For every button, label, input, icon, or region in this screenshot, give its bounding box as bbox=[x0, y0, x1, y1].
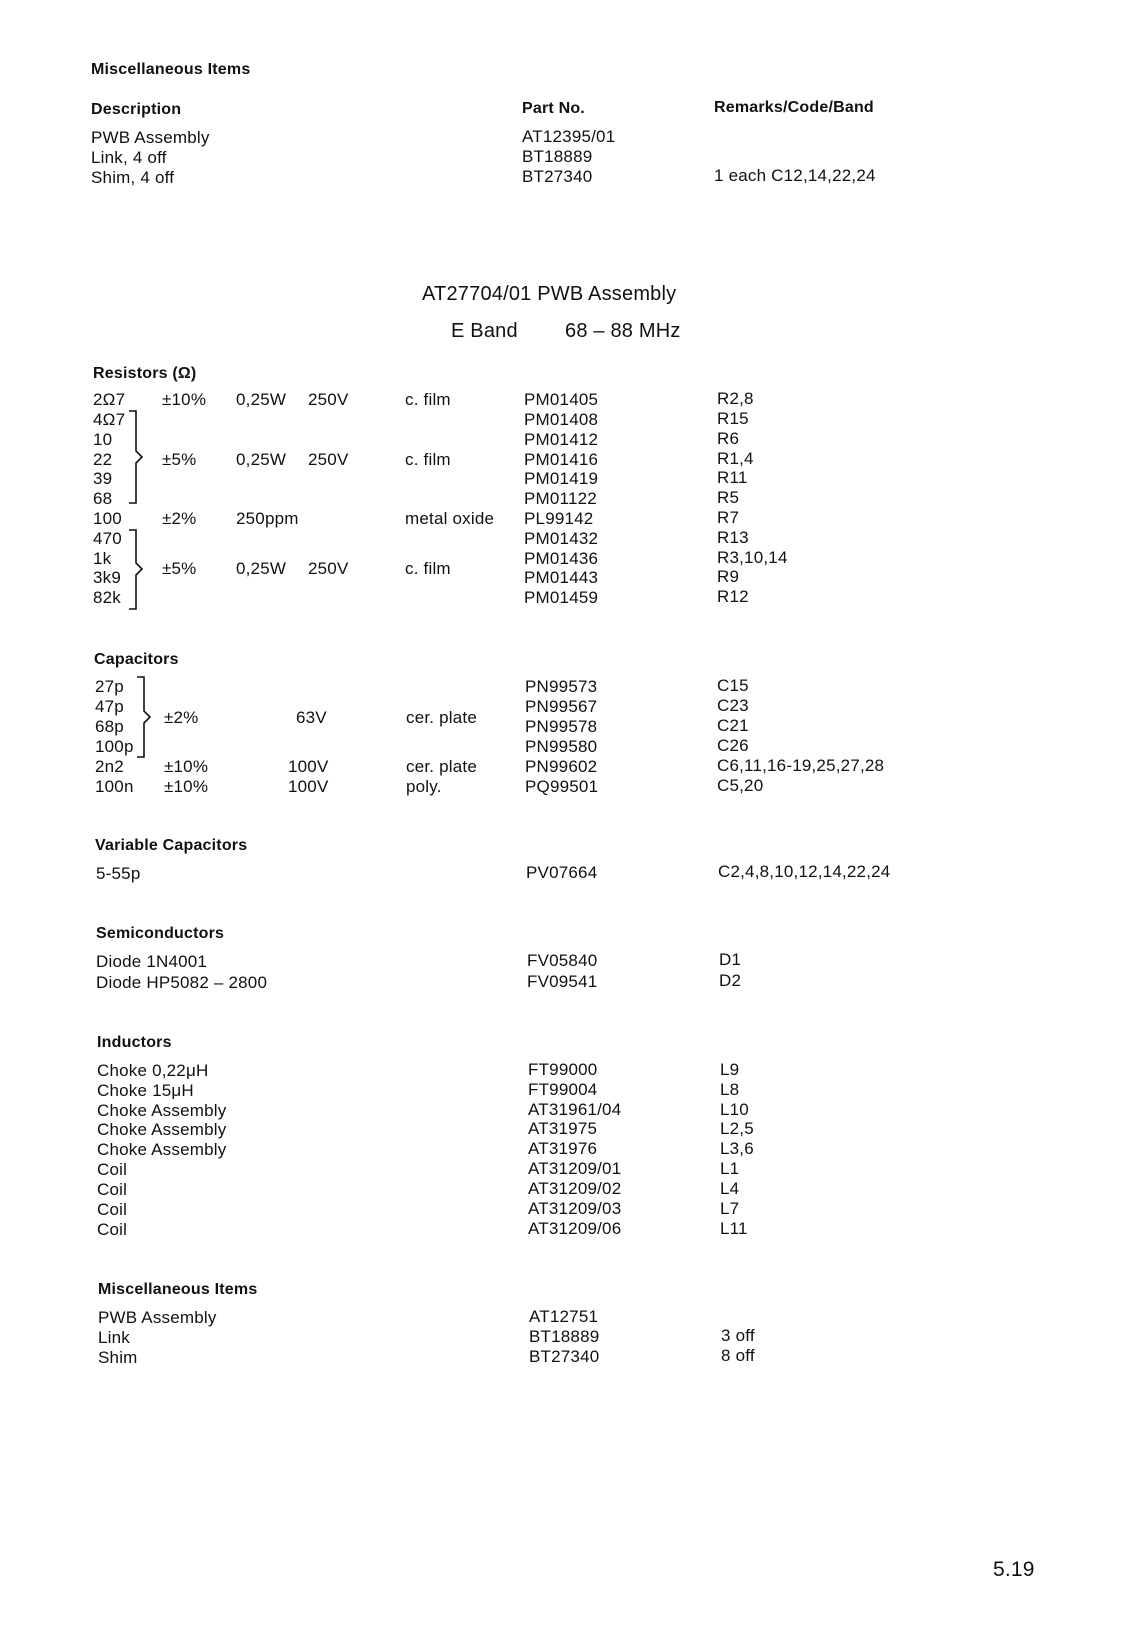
resistor-ref: R2,8 bbox=[717, 389, 754, 408]
resistor-part: PM01443 bbox=[524, 568, 599, 587]
misc-bottom-desc: PWB Assembly bbox=[98, 1308, 217, 1327]
capacitor-value: 2n2 bbox=[95, 757, 124, 776]
resistor-power: 0,25W bbox=[236, 559, 287, 578]
resistor-group-brace bbox=[127, 408, 147, 508]
semiconductor-desc: Diode HP5082 – 2800 bbox=[96, 973, 268, 992]
page-number: 5.19 bbox=[993, 1558, 1035, 1581]
resistor-part: PM01436 bbox=[524, 549, 599, 568]
misc-bottom-part: BT18889 bbox=[529, 1327, 600, 1346]
resistor-power: 250ppm bbox=[236, 509, 299, 528]
inductor-desc: Choke Assembly bbox=[97, 1140, 227, 1159]
capacitor-ref: C6,11,16-19,25,27,28 bbox=[717, 756, 885, 775]
capacitor-part: PN99580 bbox=[525, 737, 598, 756]
resistor-value: 68 bbox=[93, 489, 113, 508]
assembly-title: AT27704/01 PWB Assembly bbox=[422, 283, 677, 305]
resistor-group-brace bbox=[127, 527, 147, 613]
misc-bottom-heading: Miscellaneous Items bbox=[98, 1281, 258, 1298]
resistor-part: PM01459 bbox=[524, 588, 599, 607]
semiconductor-part: FV05840 bbox=[527, 951, 598, 970]
misc-top-desc: Link, 4 off bbox=[91, 148, 167, 167]
variable-capacitor-desc: 5-55p bbox=[96, 864, 141, 883]
inductor-desc: Coil bbox=[97, 1160, 128, 1179]
semiconductor-ref: D2 bbox=[719, 971, 742, 990]
resistor-ref: R12 bbox=[717, 587, 749, 606]
resistor-ref: R5 bbox=[717, 488, 740, 507]
capacitor-part: PN99602 bbox=[525, 757, 598, 776]
capacitor-voltage: 63V bbox=[296, 708, 327, 727]
inductor-desc: Choke 0,22μH bbox=[97, 1061, 209, 1080]
resistor-ref: R9 bbox=[717, 567, 740, 586]
resistor-value: 1k bbox=[93, 549, 112, 568]
inductor-ref: L9 bbox=[720, 1060, 740, 1079]
inductor-ref: L7 bbox=[720, 1199, 740, 1218]
misc-bottom-desc: Shim bbox=[98, 1348, 138, 1367]
resistor-type: c. film bbox=[405, 559, 451, 578]
variable-capacitor-ref: C2,4,8,10,12,14,22,24 bbox=[718, 862, 891, 881]
capacitor-voltage: 100V bbox=[288, 757, 329, 776]
resistor-part: PM01412 bbox=[524, 430, 599, 449]
capacitor-value: 47p bbox=[95, 697, 124, 716]
resistor-tolerance: ±5% bbox=[162, 559, 197, 578]
capacitor-value: 27p bbox=[95, 677, 124, 696]
inductor-part: AT31961/04 bbox=[528, 1100, 622, 1119]
misc-bottom-part: AT12751 bbox=[529, 1307, 599, 1326]
inductor-desc: Choke 15μH bbox=[97, 1081, 194, 1100]
resistor-value: 10 bbox=[93, 430, 113, 449]
inductor-desc: Coil bbox=[97, 1180, 128, 1199]
col-part-no-header: Part No. bbox=[522, 100, 585, 117]
resistor-part: PM01432 bbox=[524, 529, 599, 548]
capacitor-ref: C23 bbox=[717, 696, 749, 715]
capacitors-heading: Capacitors bbox=[94, 651, 179, 668]
misc-top-remarks: 1 each C12,14,22,24 bbox=[714, 166, 876, 185]
resistor-ref: R11 bbox=[717, 468, 748, 487]
misc-top-desc: Shim, 4 off bbox=[91, 168, 175, 187]
inductor-part: AT31209/02 bbox=[528, 1179, 622, 1198]
capacitor-group-brace bbox=[135, 674, 155, 760]
semiconductor-part: FV09541 bbox=[527, 972, 598, 991]
resistor-ref: R15 bbox=[717, 409, 749, 428]
resistor-ref: R6 bbox=[717, 429, 740, 448]
capacitor-tolerance: ±10% bbox=[164, 777, 209, 796]
inductor-desc: Choke Assembly bbox=[97, 1101, 227, 1120]
inductor-part: AT31209/06 bbox=[528, 1219, 622, 1238]
inductor-ref: L4 bbox=[720, 1179, 740, 1198]
inductor-desc: Choke Assembly bbox=[97, 1120, 227, 1139]
inductor-part: AT31209/03 bbox=[528, 1199, 622, 1218]
misc-top-part: BT18889 bbox=[522, 147, 593, 166]
resistor-value: 3k9 bbox=[93, 568, 122, 587]
capacitor-part: PN99573 bbox=[525, 677, 598, 696]
capacitor-part: PN99578 bbox=[525, 717, 598, 736]
resistor-value: 82k bbox=[93, 588, 122, 607]
resistor-tolerance: ±5% bbox=[162, 450, 197, 469]
resistor-tolerance: ±2% bbox=[162, 509, 197, 528]
resistor-voltage: 250V bbox=[308, 450, 349, 469]
resistor-type: c. film bbox=[405, 450, 451, 469]
semiconductors-heading: Semiconductors bbox=[96, 925, 225, 942]
resistor-value: 2Ω7 bbox=[93, 390, 126, 409]
resistor-value: 100 bbox=[93, 509, 122, 528]
inductor-ref: L11 bbox=[720, 1219, 748, 1238]
capacitor-voltage: 100V bbox=[288, 777, 329, 796]
capacitor-value: 100n bbox=[95, 777, 134, 796]
col-remarks-header: Remarks/Code/Band bbox=[714, 99, 874, 116]
capacitor-value: 100p bbox=[95, 737, 134, 756]
capacitor-ref: C26 bbox=[717, 736, 749, 755]
resistor-voltage: 250V bbox=[308, 390, 349, 409]
capacitor-value: 68p bbox=[95, 717, 124, 736]
capacitor-type: cer. plate bbox=[406, 757, 477, 776]
resistor-type: metal oxide bbox=[405, 509, 495, 528]
resistor-tolerance: ±10% bbox=[162, 390, 207, 409]
capacitor-part: PQ99501 bbox=[525, 777, 599, 796]
inductor-desc: Coil bbox=[97, 1220, 128, 1239]
resistors-heading: Resistors (Ω) bbox=[93, 365, 197, 382]
misc-top-part: BT27340 bbox=[522, 167, 593, 186]
misc-top-part: AT12395/01 bbox=[522, 127, 616, 146]
capacitor-ref: C15 bbox=[717, 676, 749, 695]
resistor-power: 0,25W bbox=[236, 450, 287, 469]
resistor-part: PM01419 bbox=[524, 469, 599, 488]
capacitor-part: PN99567 bbox=[525, 697, 598, 716]
inductor-ref: L3,6 bbox=[720, 1139, 754, 1158]
inductor-ref: L2,5 bbox=[720, 1119, 754, 1138]
misc-bottom-desc: Link bbox=[98, 1328, 130, 1347]
resistor-value: 39 bbox=[93, 469, 113, 488]
inductor-part: AT31975 bbox=[528, 1119, 598, 1138]
capacitor-tolerance: ±2% bbox=[164, 708, 199, 727]
misc-bottom-ref: 8 off bbox=[721, 1346, 755, 1365]
resistor-ref: R3,10,14 bbox=[717, 548, 788, 567]
capacitor-type: poly. bbox=[406, 777, 442, 796]
resistor-value: 470 bbox=[93, 529, 122, 548]
resistor-value: 22 bbox=[93, 450, 113, 469]
inductor-ref: L8 bbox=[720, 1080, 740, 1099]
misc-bottom-ref: 3 off bbox=[721, 1326, 755, 1345]
inductor-ref: L1 bbox=[720, 1159, 740, 1178]
inductor-desc: Coil bbox=[97, 1200, 128, 1219]
misc-bottom-part: BT27340 bbox=[529, 1347, 600, 1366]
capacitor-ref: C21 bbox=[717, 716, 749, 735]
misc-top-heading: Miscellaneous Items bbox=[91, 61, 251, 78]
resistor-part: PM01416 bbox=[524, 450, 599, 469]
assembly-range: 68 – 88 MHz bbox=[565, 320, 681, 342]
assembly-band: E Band bbox=[451, 320, 518, 342]
resistor-part: PM01122 bbox=[524, 489, 597, 508]
inductor-part: AT31976 bbox=[528, 1139, 598, 1158]
semiconductor-desc: Diode 1N4001 bbox=[96, 952, 208, 971]
misc-top-desc: PWB Assembly bbox=[91, 128, 210, 147]
resistor-part: PL99142 bbox=[524, 509, 594, 528]
resistor-ref: R13 bbox=[717, 528, 749, 547]
resistor-ref: R7 bbox=[717, 508, 740, 527]
semiconductor-ref: D1 bbox=[719, 950, 742, 969]
resistor-type: c. film bbox=[405, 390, 451, 409]
resistor-voltage: 250V bbox=[308, 559, 349, 578]
resistor-part: PM01405 bbox=[524, 390, 599, 409]
inductor-part: FT99000 bbox=[528, 1060, 598, 1079]
inductor-part: FT99004 bbox=[528, 1080, 598, 1099]
resistor-ref: R1,4 bbox=[717, 449, 754, 468]
capacitor-tolerance: ±10% bbox=[164, 757, 209, 776]
inductors-heading: Inductors bbox=[97, 1034, 172, 1051]
resistor-value: 4Ω7 bbox=[93, 410, 126, 429]
col-description-header: Description bbox=[91, 101, 182, 118]
resistor-power: 0,25W bbox=[236, 390, 287, 409]
inductor-ref: L10 bbox=[720, 1100, 749, 1119]
variable-capacitors-heading: Variable Capacitors bbox=[95, 837, 248, 854]
resistor-part: PM01408 bbox=[524, 410, 599, 429]
capacitor-ref: C5,20 bbox=[717, 776, 764, 795]
inductor-part: AT31209/01 bbox=[528, 1159, 622, 1178]
variable-capacitor-part: PV07664 bbox=[526, 863, 598, 882]
capacitor-type: cer. plate bbox=[406, 708, 477, 727]
